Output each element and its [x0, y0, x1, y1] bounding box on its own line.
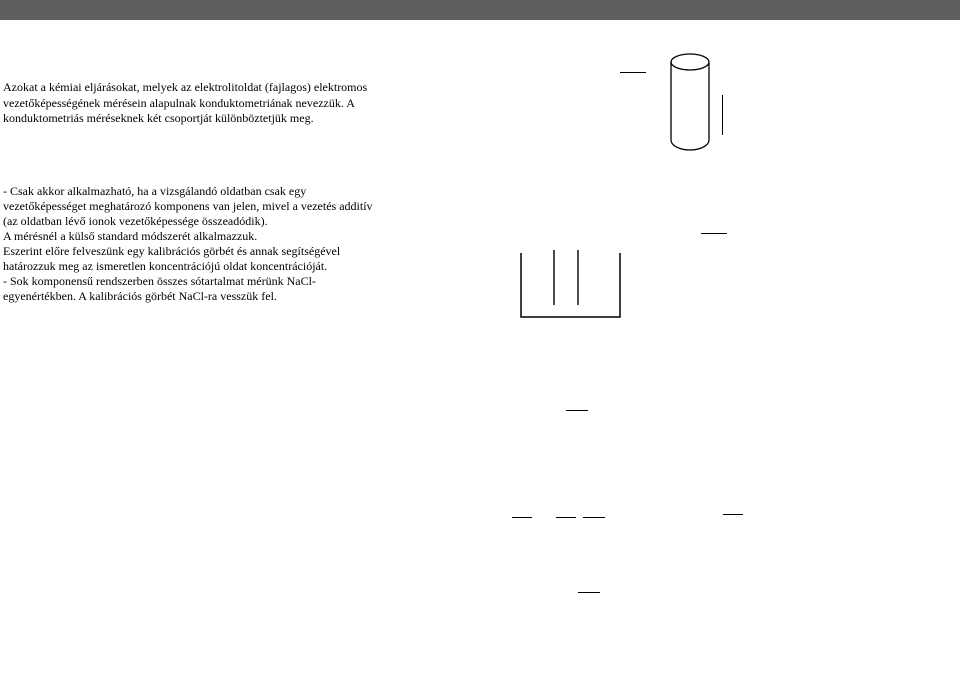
formula3-bar — [566, 410, 588, 411]
formula4-bar2 — [556, 517, 576, 518]
direct-line: határozzuk meg az ismeretlen koncentrációjú oldat koncentrációját. — [3, 259, 328, 273]
direct-line: Eszerint előre felveszünk egy kalibrációs görbét és annak segítségével — [3, 244, 341, 258]
formula5-bar — [723, 514, 743, 515]
intro-line: vezetőképességének mérésein alapulnak konduktometriának nevezzük. A — [3, 95, 355, 110]
formula4-bar1 — [512, 517, 532, 518]
direct-line: A mérésnél a külső standard módszerét alkalmazzuk. — [3, 229, 258, 243]
direct-line: - Csak akkor alkalmazható, ha a vizsgálandó oldatban csak egy — [3, 184, 307, 198]
header-bar — [0, 0, 960, 20]
electrolyte-cell-icon — [518, 220, 628, 320]
direct-line: egyenértékben. A kalibrációs görbét NaCl-ra vesszük fel. — [3, 289, 277, 303]
intro-line: konduktometriás méréseknek két csoportját különböztetjük meg. — [3, 111, 314, 125]
formula2-bar — [701, 233, 727, 234]
direct-line: - Sok komponensű rendszerben összes sótartalmat mérünk NaCl- — [3, 274, 316, 288]
formula4-bar3 — [583, 517, 605, 518]
direct-line: (az oldatban lévő ionok vezetőképessége összeadódik). — [3, 214, 268, 228]
formula6-bar — [578, 592, 600, 593]
formula1-bar — [620, 72, 646, 73]
wire-length-line — [722, 95, 723, 135]
direct-line: vezetőképességet meghatározó komponens van jelen, mivel a vezetés additív — [3, 199, 373, 213]
conductor-cylinder-icon — [665, 50, 715, 160]
intro-line: Azokat a kémiai eljárásokat, melyek az elektrolitoldat (fajlagos) elektromos — [3, 80, 368, 94]
